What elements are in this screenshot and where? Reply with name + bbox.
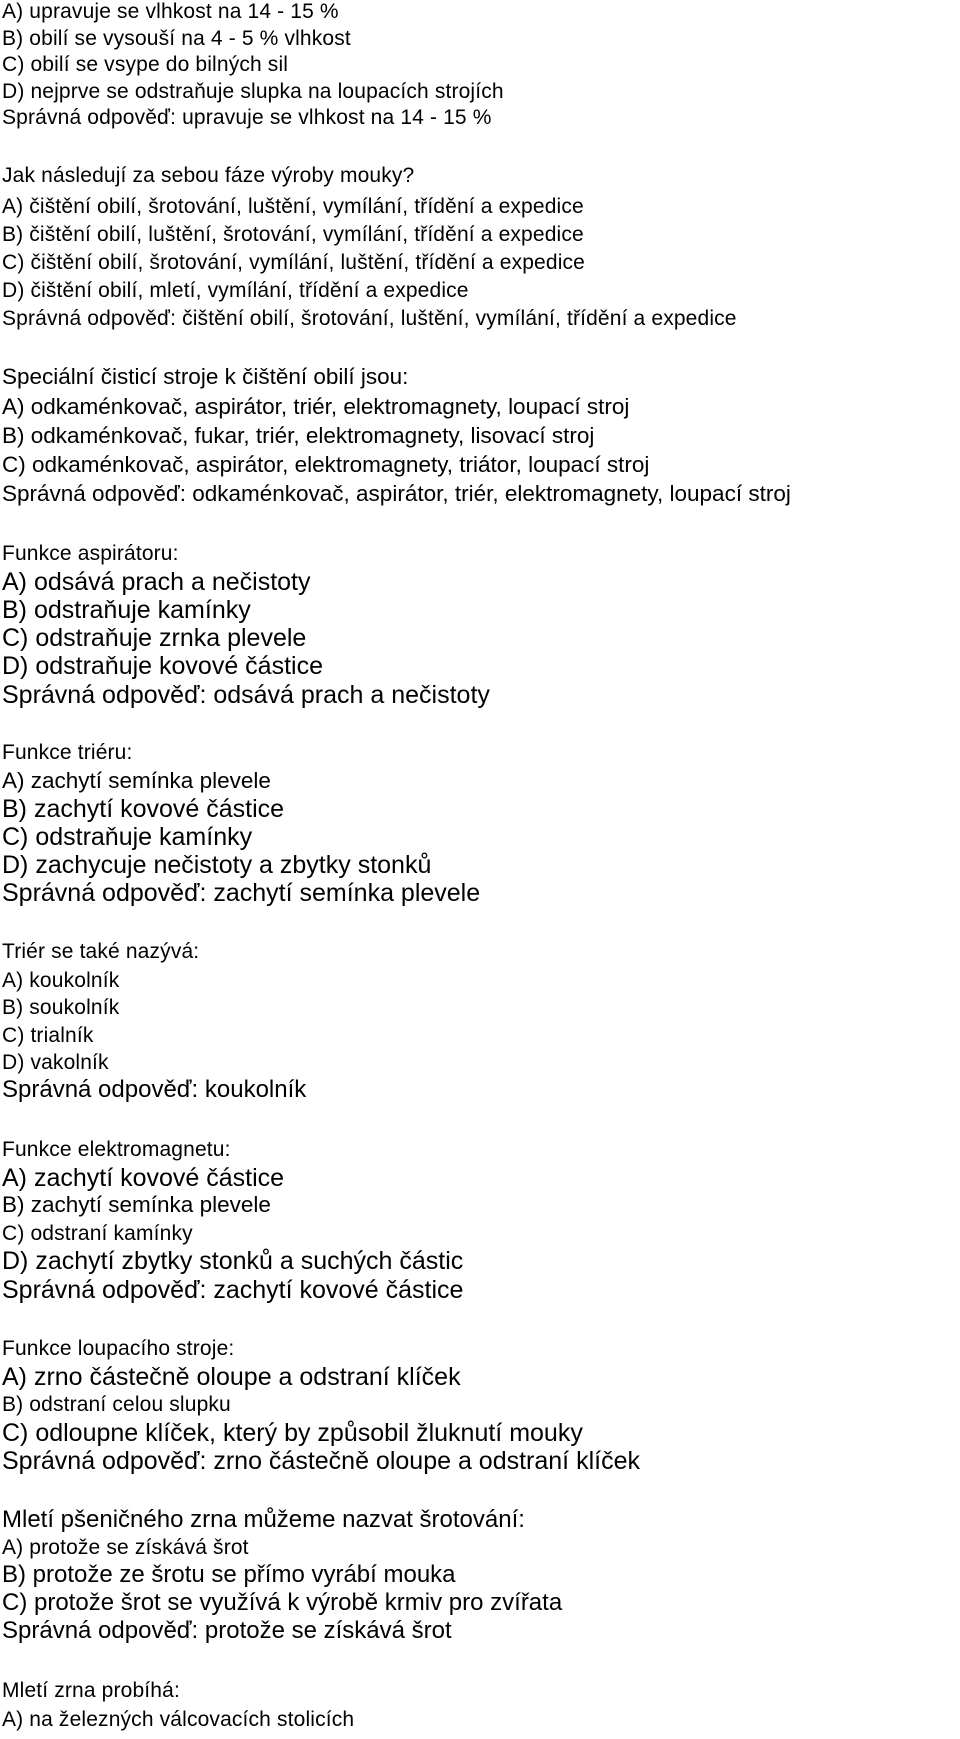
option-line: D) zachytí zbytky stonků a suchých částic [2,1247,464,1275]
option-line: C) obilí se vsype do bilných sil [2,53,289,76]
correct-answer-line: Správná odpověď: koukolník [2,1076,307,1103]
option-line: A) upravuje se vlhkost na 14 - 15 % [2,0,339,23]
option-line: D) zachycuje nečistoty a zbytky stonků [2,851,432,879]
option-line: A) protože se získává šrot [2,1536,249,1559]
option-line: D) nejprve se odstraňuje slupka na loupacích strojích [2,80,504,103]
question-title: Funkce triéru: [2,741,133,764]
option-line: A) na železných válcovacích stolicích [2,1708,355,1731]
correct-answer-line: Správná odpověď: zachytí kovové částice [2,1276,464,1304]
option-line: C) odstraňuje kamínky [2,823,253,851]
option-line: B) odstraní celou slupku [2,1393,231,1416]
option-line: A) odkaménkovač, aspirátor, triér, elektromagnety, loupací stroj [2,394,630,419]
option-line: B) odstraňuje kamínky [2,596,251,624]
correct-answer-line: Správná odpověď: upravuje se vlhkost na 14 - 15 % [2,106,492,129]
option-line: A) zachytí kovové částice [2,1164,285,1192]
option-line: B) zachytí kovové částice [2,795,285,823]
option-line: D) odstraňuje kovové částice [2,652,323,680]
correct-answer-line: Správná odpověď: zachytí semínka plevele [2,879,481,907]
option-line: B) odkaménkovač, fukar, triér, elektromagnety, lisovací stroj [2,423,595,448]
option-line: B) obilí se vysouší na 4 - 5 % vlhkost [2,27,351,50]
question-title: Speciální čisticí stroje k čištění obilí jsou: [2,364,409,389]
option-line: C) čištění obilí, šrotování, vymílání, luštění, třídění a expedice [2,251,586,274]
option-line: B) soukolník [2,996,120,1019]
question-title: Funkce loupacího stroje: [2,1337,235,1360]
correct-answer-line: Správná odpověď: čištění obilí, šrotování, luštění, vymílání, třídění a expedice [2,307,737,330]
option-line: C) odloupne klíček, který by způsobil žluknutí mouky [2,1419,583,1447]
option-line: C) odkaménkovač, aspirátor, elektromagnety, triátor, loupací stroj [2,452,650,477]
option-line: D) čištění obilí, mletí, vymílání, třídění a expedice [2,279,469,302]
option-line: C) odstraní kamínky [2,1222,193,1245]
option-line: A) koukolník [2,969,120,992]
question-title: Funkce aspirátoru: [2,542,179,565]
correct-answer-line: Správná odpověď: protože se získává šrot [2,1617,452,1644]
correct-answer-line: Správná odpověď: odsává prach a nečistoty [2,681,490,709]
option-line: C) odstraňuje zrnka plevele [2,624,307,652]
option-line: B) čištění obilí, luštění, šrotování, vymílání, třídění a expedice [2,223,584,246]
correct-answer-line: Správná odpověď: odkaménkovač, aspirátor, triér, elektromagnety, loupací stroj [2,481,791,506]
option-line: D) vakolník [2,1051,109,1074]
option-line: A) zachytí semínka plevele [2,768,271,793]
question-title: Triér se také nazývá: [2,940,200,963]
option-line: C) protože šrot se využívá k výrobě krmiv pro zvířata [2,1589,563,1616]
correct-answer-line: Správná odpověď: zrno částečně oloupe a odstraní klíček [2,1447,640,1475]
option-line: B) zachytí semínka plevele [2,1192,271,1217]
option-line: A) čištění obilí, šrotování, luštění, vymílání, třídění a expedice [2,195,584,218]
question-title: Funkce elektromagnetu: [2,1138,231,1161]
option-line: C) trialník [2,1024,94,1047]
question-title: Mletí pšeničného zrna můžeme nazvat šrotování: [2,1506,525,1533]
option-line: A) odsává prach a nečistoty [2,568,311,596]
option-line: A) zrno částečně oloupe a odstraní klíček [2,1363,461,1391]
question-title: Jak následují za sebou fáze výroby mouky? [2,164,415,187]
question-title: Mletí zrna probíhá: [2,1679,180,1702]
option-line: B) protože ze šrotu se přímo vyrábí mouka [2,1561,456,1588]
